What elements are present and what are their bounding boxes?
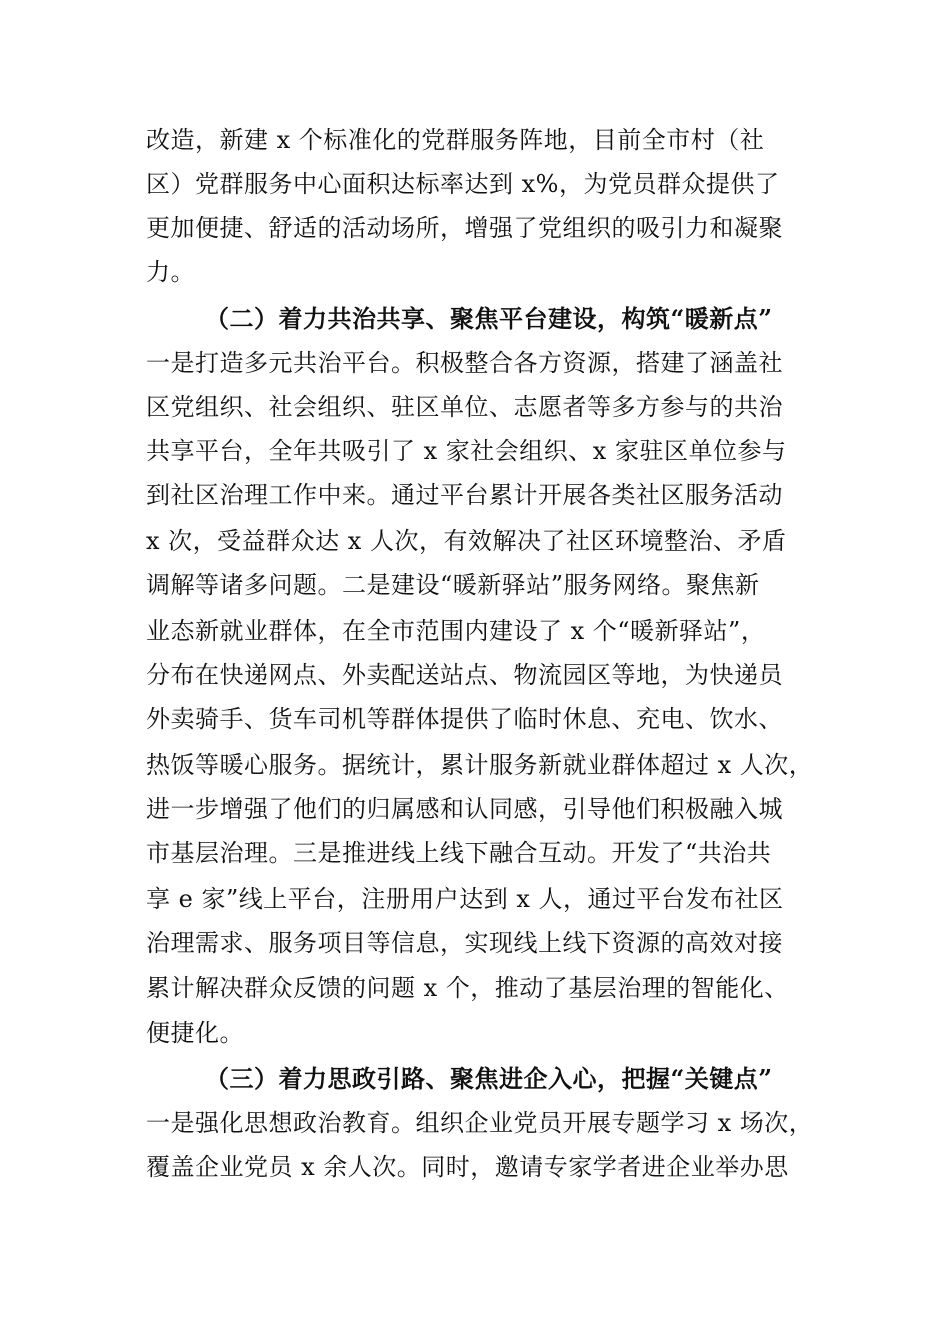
paragraph-line: 治理需求、服务项目等信息，实现线上线下资源的高效对接 — [146, 929, 783, 957]
paragraph-line: 到社区治理工作中来。通过平台累计开展各类社区服务活动 — [146, 481, 783, 509]
paragraph-line: 热饭等暖心服务。据统计，累计服务新就业群体超过 x 人次， — [146, 751, 814, 779]
paragraph-line: 累计解决群众反馈的问题 x 个，推动了基层治理的智能化、 — [146, 974, 789, 1002]
paragraph-line: 外卖骑手、货车司机等群体提供了临时休息、充电、饮水、 — [146, 705, 783, 733]
paragraph-line: 改造，新建 x 个标准化的党群服务阵地，目前全市村（社 — [146, 126, 765, 154]
section-heading-3: （三）着力思政引路、聚焦进企入心，把握“关键点” — [205, 1064, 773, 1093]
paragraph-line: 区党组织、社会组织、驻区单位、志愿者等多方参与的共治 — [146, 393, 783, 421]
section-heading-2: （二）着力共治共享、聚焦平台建设，构筑“暖新点” — [205, 304, 773, 333]
paragraph-line: 一是打造多元共治平台。积极整合各方资源，搭建了涵盖社 — [146, 349, 783, 377]
paragraph-line: 一是强化思想政治教育。组织企业党员开展专题学习 x 场次， — [146, 1109, 814, 1137]
paragraph-line: 更加便捷、舒适的活动场所，增强了党组织的吸引力和凝聚 — [146, 214, 783, 242]
paragraph-line: 力。 — [146, 258, 195, 286]
paragraph-line: 共享平台，全年共吸引了 x 家社会组织、x 家驻区单位参与 — [146, 437, 787, 465]
paragraph-line: 进一步增强了他们的归属感和认同感，引导他们积极融入城 — [146, 795, 783, 823]
paragraph-line: 覆盖企业党员 x 余人次。同时，邀请专家学者进企业举办思 — [146, 1153, 789, 1181]
paragraph-line: 业态新就业群体，在全市范围内建设了 x 个“暖新驿站”， — [146, 617, 766, 645]
paragraph-line: 区）党群服务中心面积达标率达到 x%，为党员群众提供了 — [146, 170, 780, 198]
paragraph-line: x 次，受益群众达 x 人次，有效解决了社区环境整治、矛盾 — [146, 527, 787, 555]
paragraph-line: 分布在快递网点、外卖配送站点、物流园区等地，为快递员 — [146, 661, 783, 689]
paragraph-line: 市基层治理。三是推进线上线下融合互动。开发了“共治共 — [146, 839, 772, 867]
paragraph-line: 调解等诸多问题。二是建设“暖新驿站”服务网络。聚焦新 — [146, 571, 760, 599]
paragraph-line: 便捷化。 — [146, 1019, 244, 1047]
paragraph-line: 享 e 家”线上平台，注册用户达到 x 人，通过平台发布社区 — [146, 885, 784, 913]
